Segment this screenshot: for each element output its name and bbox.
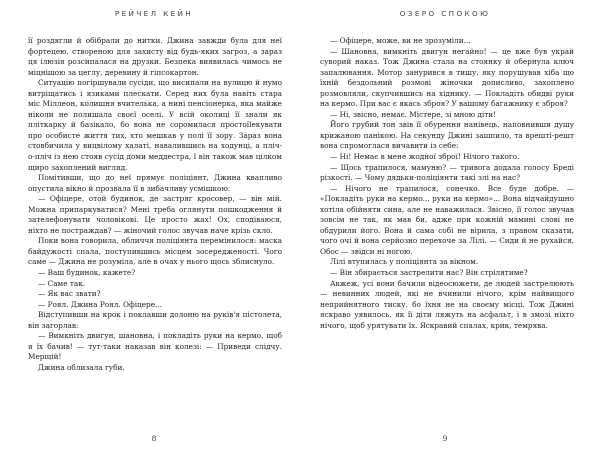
paragraph: — Роял. Джина Роял. Офіцере...	[38, 299, 163, 309]
page-number: 9	[442, 434, 448, 443]
paragraph: — Ні, звісно, немає. Містере, зі мною діти!	[330, 109, 497, 119]
right-page-text	[320, 36, 574, 331]
paragraph: — Шановна, вимкніть двигун негайно! — це вже був украй суворий наказ. Тож Джина стала на стоянку й обернула ключ запалювання. Мотор занурився в тишу, яку порушував хіба що їхній бездольний розмові жіночки дописливо, захоплено розмовляли, скупчившись на хіднику. — Покладіть обидві руки на кермо. При вас є якась зброя? У вашому багажнику є зброя?	[320, 46, 574, 109]
paragraph: Лілі втупилась у поліціянта за вікном.	[330, 257, 479, 267]
paragraph: Помітивши, що до неї прямує поліціянт, Джина квапливо опустила вікно й прозвала її в зибачливу усмішкою:	[28, 173, 282, 193]
paragraph: — Ні! Немає в мене жодної зброї! Нічого такого.	[330, 152, 520, 162]
paragraph: Авжеж, усі вони бачили відеосюжети, де людей застрелюють — невинних людей, які не вчинили нічого, крім найвищого неприйнятного тиску, бо їхня не на своєму місці. Тож Джині яскраво уявилось, як її діти ляжуть на асфальт, і в змозі ніхто нічого, щоб урятувати їх. Яскравий спалах, крик, темрява.	[320, 278, 574, 330]
running-head-title: ОЗЕРО СПОКОЮ	[399, 9, 491, 18]
paragraph: — Щось трапилося, мамуню? — тривога додала голосу Бреді різкості. — Чому дядьки-поліціянти такі злі на нас?	[320, 162, 574, 183]
paragraph: — Офіцере, може, ви не зрозуміли...	[330, 36, 471, 45]
paragraph: Ситуацію погіршували сусіди, що висипали на вулицю й нумо витріщатись і язиками плескати. Серед них була навіть стара міс Міллеон, колишня вчителька, а нині пенсіонерка, яка майже ніколи не полишала своєї оселі. У всій околиці її знали як плiткарку й базікало, бо вона не соромилася простоîleкувати про особисте життя тих, хто мешкав у полі її зору. Зараз вона стовбичила у вицвілому халаті, навалившись на ходунці, а плiч-о-плiч із нею стояв сусід доми меддестра, ї він також мав цілком щиро захоплений вигляд.	[28, 78, 282, 172]
paragraph: її роздягли й обібрали до нитки. Джина завжди була для неї фортецею, створеною для захисту від будь-яких загроз, а зараз ця ілюзія розсипалася на друзки. Безпека виявилась чимось не міцнішою за цеглу, деревину й гіпсокартон.	[28, 36, 282, 77]
paragraph: — Нічого не трапилося, сонечко. Все буде добре. — «Покладіть руки на кермо... руки на кермо»... Вона відчайдушно хотіла обійняти сина, але не наважилася. Звісно, її голос звучав зовсім не так, як мав би, адже при кожній мамині слові не обдурили його. Вона й сама собі не вірила, з правом сказати, чого очі й вона серйозно перехоче за Лілі. — Сиди й не рухайся, Обос — звідси ні ногою.	[320, 183, 574, 256]
paragraph: — Саме так.	[38, 278, 86, 288]
right-page	[300, 0, 600, 455]
paragraph: — Вимкніть двигун, шановна, і покладіть руки на кермо, щоб я їх бачив! — тут-таки наказав він колезі: — Приведи слідчу. Мерщій!	[28, 331, 282, 362]
running-head-author: РЕЙЧЕЛ КЕЙН	[114, 9, 194, 18]
paragraph: — Він збирається застрелити нас? Він стрілятиме?	[330, 268, 528, 278]
left-page-text	[28, 36, 282, 374]
paragraph: — Офіцере, отой будинок, де застряг кросовер, — він мій. Можна припаркуватися? Мені треба оглянути пошкодження й зателефонувати чоловікові. Це просто жах! Ох, сподіваюся, ніхто не постраждав? — жіночий голос звучав наче крізь скло.	[28, 194, 282, 235]
paragraph: Джина облизала губи.	[38, 362, 125, 372]
paragraph: Його грубий тон звів її обурення нанівець, наповнивши душу крижаною панікою. На секунду Джині зашпило, та врешті-решт вона спромоглася вичавити із себе:	[320, 120, 574, 151]
page-number: 8	[151, 434, 157, 443]
paragraph: — Ваш будинок, кажете?	[38, 268, 136, 278]
paragraph: Поки вона говорила, обличчя поліціянта перемінилося: маска байдужості спала, поступившись місцем зосередженості. Чого саме — Джина не розуміла, але в очах у нього щось зблиснуло.	[28, 236, 282, 267]
paragraph: Відступивши на крок і поклавши долоню на руків'я пістолета, він загорлав:	[28, 310, 282, 330]
paragraph: — Як вас звати?	[38, 289, 101, 299]
